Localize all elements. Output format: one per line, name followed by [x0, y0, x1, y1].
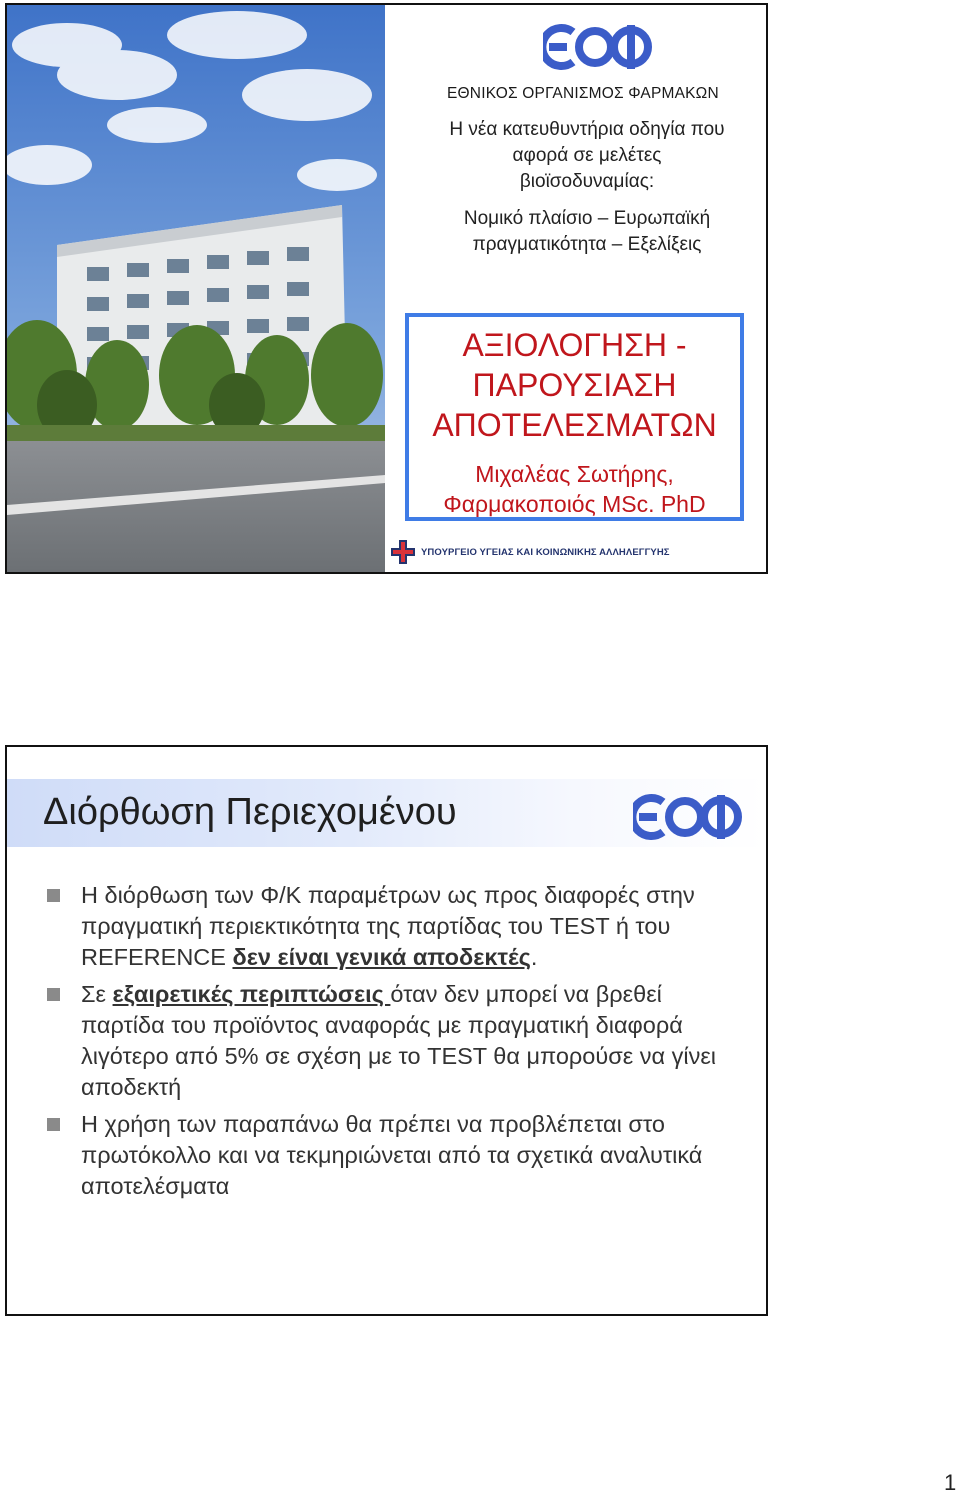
bullet-item: Η χρήση των παραπάνω θα πρέπει να προβλέπεται στο πρωτόκολλο και να τεκμηριώνεται από τα σχετικά αναλυτικά αποτελέσματα	[47, 1109, 747, 1202]
title-slide	[5, 3, 768, 574]
author: Μιχαλέας Σωτήρης, Φαρμακοποιός MSc. PhD	[443, 461, 706, 517]
content-slide	[5, 745, 768, 1316]
ministry-name: ΥΠΟΥΡΓΕΙΟ ΥΓΕΙΑΣ ΚΑΙ ΚΟΙΝΩΝΙΚΗΣ ΑΛΛΗΛΕΓΓΥΗΣ	[421, 546, 670, 558]
square-bullet-icon	[47, 988, 60, 1001]
square-bullet-icon	[47, 1118, 60, 1131]
bullet-list	[47, 880, 747, 1208]
ministry-cross-icon	[391, 540, 415, 564]
eof-logo	[543, 23, 655, 71]
eof-logo	[633, 793, 745, 841]
square-bullet-icon	[47, 889, 60, 902]
results-title: ΑΞΙΟΛΟΓΗΣΗ - ΠΑΡΟΥΣΙΑΣΗ ΑΠΟΤΕΛΕΣΜΑΤΩΝ	[432, 327, 717, 443]
building-photo	[7, 5, 385, 572]
presentation-title: Η νέα κατευθυντήρια οδηγία που αφορά σε μελέτες βιοϊσοδυναμίας:	[449, 119, 725, 192]
results-box	[405, 313, 744, 521]
presentation-subtitle: Νομικό πλαίσιο – Ευρωπαϊκή πραγματικότητα – Εξελίξεις	[463, 208, 711, 255]
bullet-item: Η διόρθωση των Φ/Κ παραμέτρων ως προς διαφορές στην πραγματική περιεκτικότητα της παρτίδας του TEST ή του REFERENCE δεν είναι γενικά αποδεκτές.	[47, 880, 747, 973]
slide-title: Διόρθωση Περιεχομένου	[43, 791, 457, 833]
bullet-item: Σε εξαιρετικές περιπτώσεις όταν δεν μπορεί να βρεθεί παρτίδα του προϊόντος αναφοράς με πραγματική διαφορά λιγότερο από 5% σε σχέση με το TEST θα μπορούσε να γίνει αποδεκτή	[47, 979, 747, 1103]
organization-name: ΕΘΝΙΚΟΣ ΟΡΓΑΝΙΣΜΟΣ ΦΑΡΜΑΚΩΝ	[447, 85, 719, 102]
ministry-footer	[391, 540, 670, 564]
page-number: 1	[944, 1470, 957, 1495]
